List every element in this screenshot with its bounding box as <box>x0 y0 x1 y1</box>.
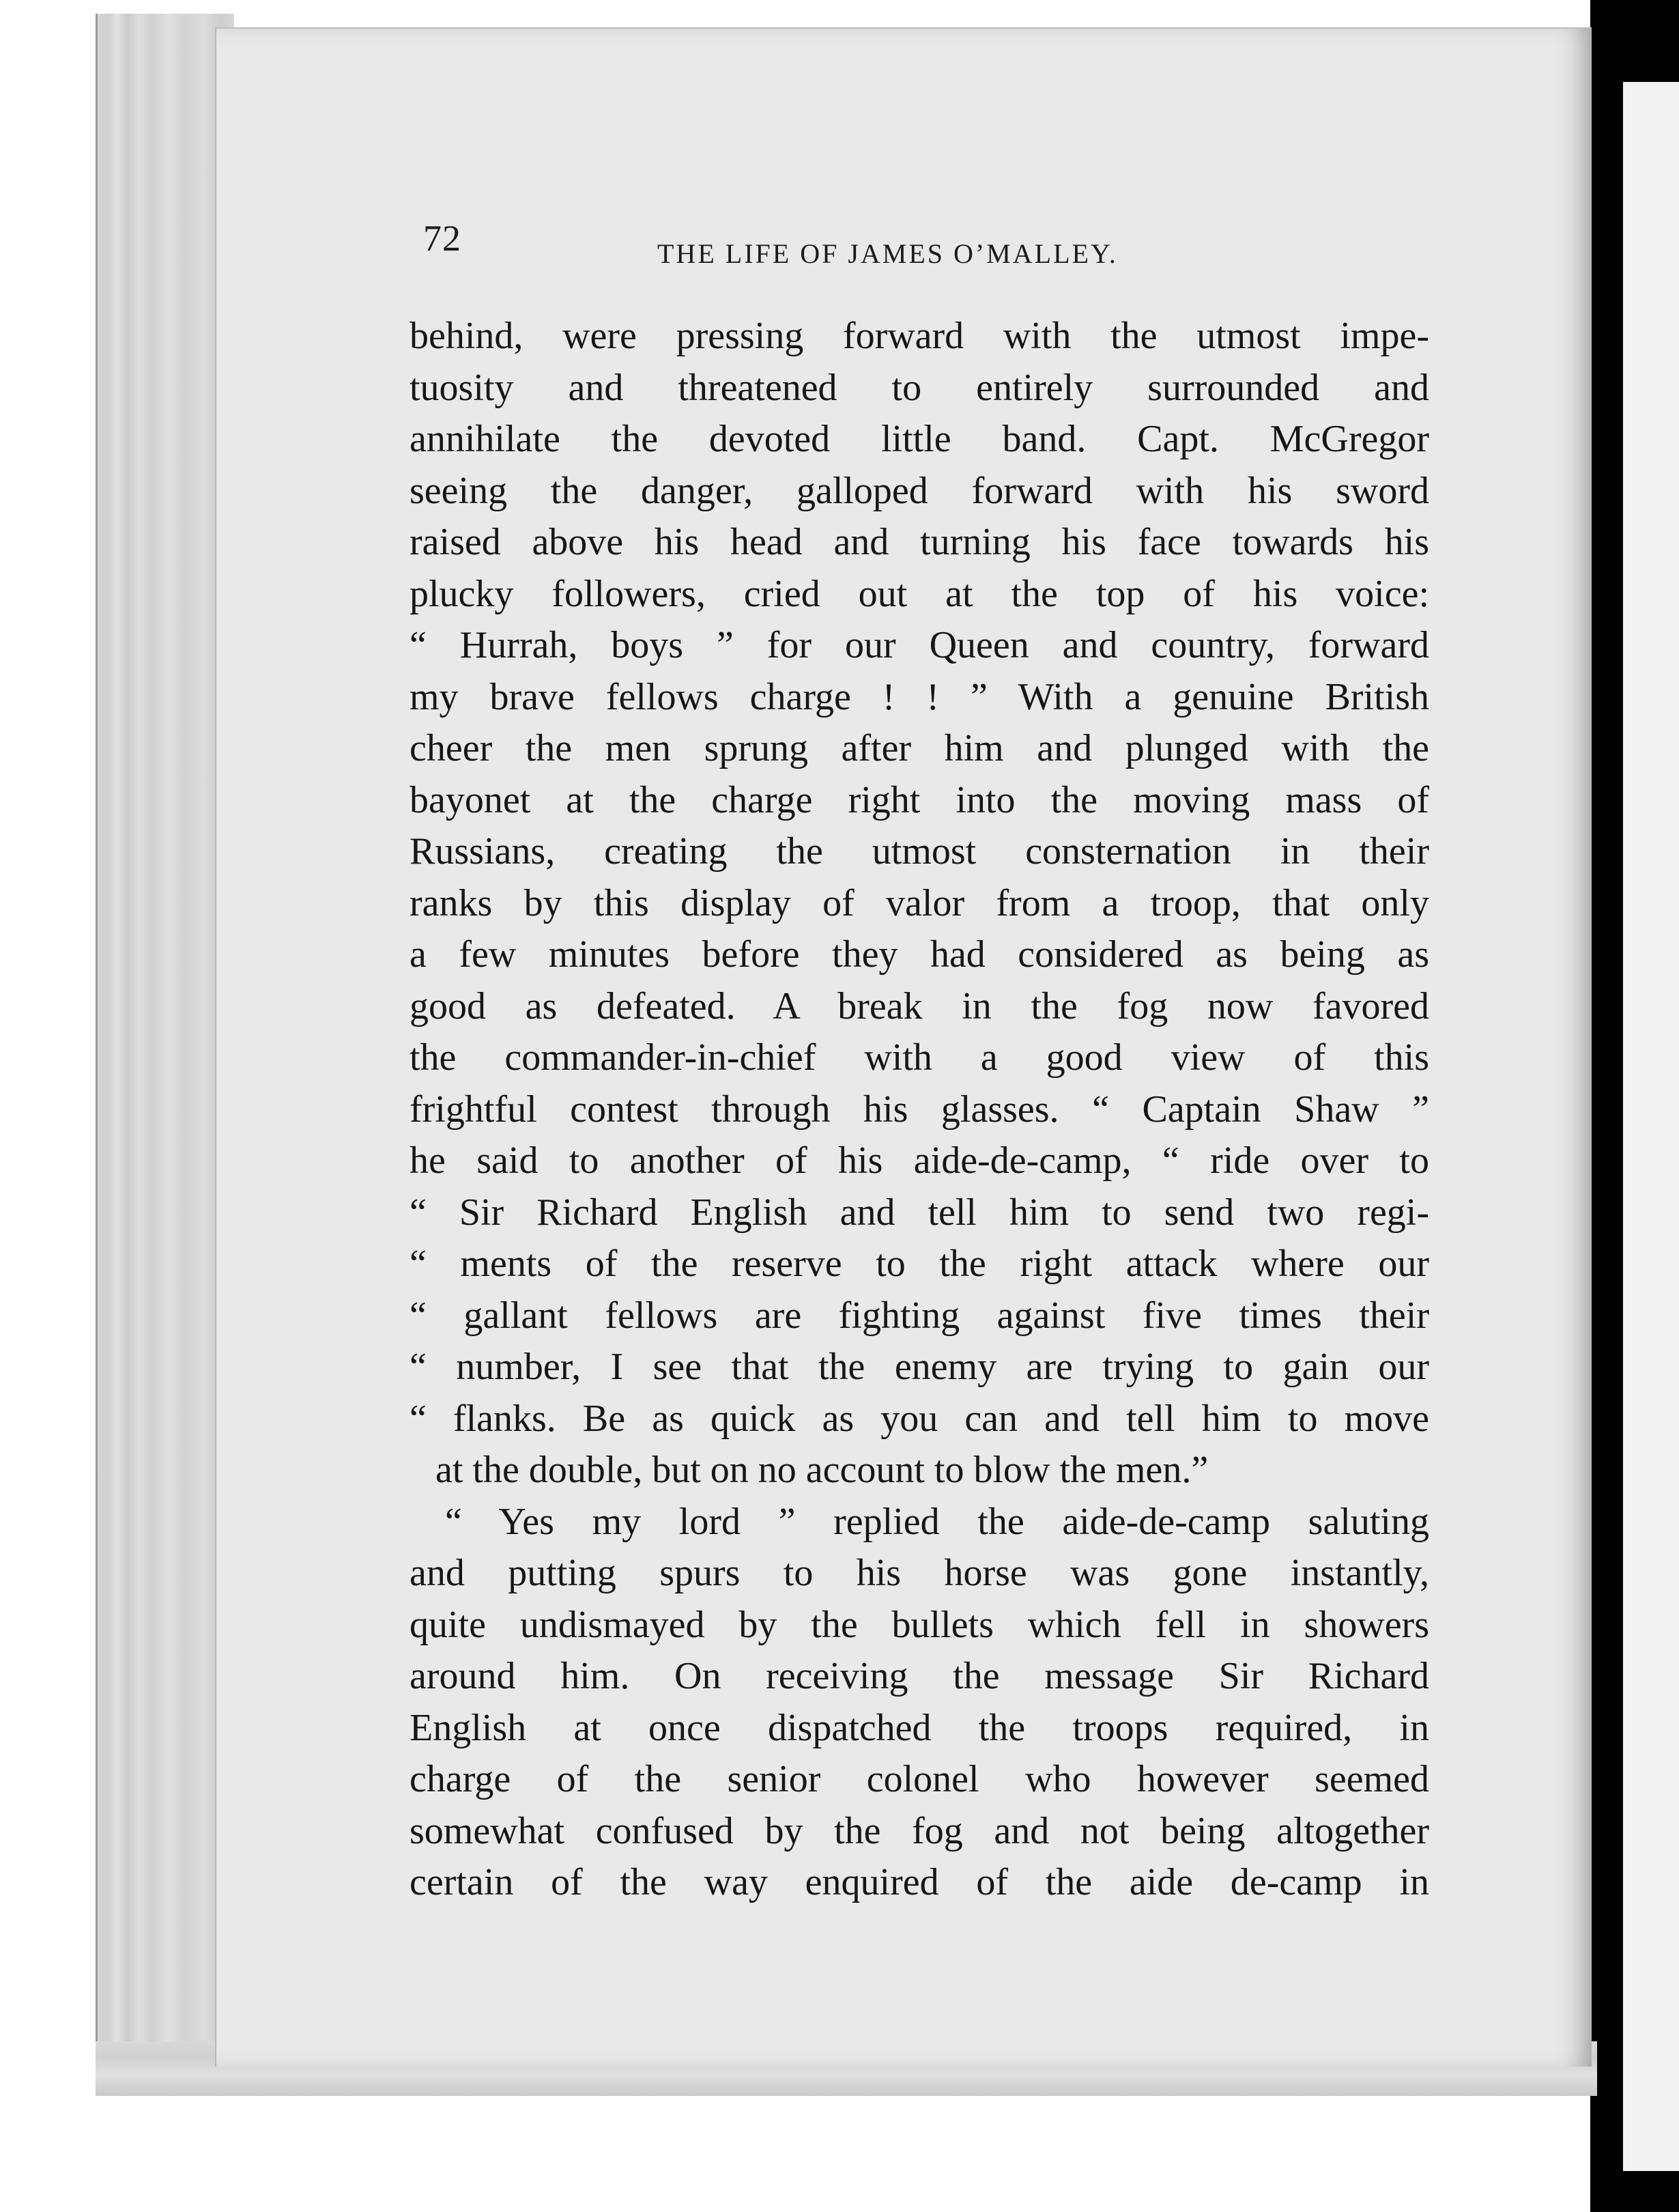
text-line: good as defeated. A break in the fog now favored <box>410 984 1429 1027</box>
facing-page-edge <box>1623 82 1679 2171</box>
text-line: a few minutes before they had considered as being as <box>410 933 1429 976</box>
text-line: around him. On receiving the message Sir Richard <box>410 1655 1429 1697</box>
text-line: quite undismayed by the bullets which fell in showers <box>410 1603 1429 1646</box>
text-line: charge of the senior colonel who however seemed <box>410 1758 1429 1800</box>
text-line: “ flanks. Be as quick as you can and tell him to move <box>410 1397 1429 1440</box>
text-line: behind, were pressing forward with the utmost impe- <box>410 315 1429 357</box>
text-line: somewhat confused by the fog and not being altogether <box>410 1809 1429 1852</box>
text-line: “ number, I see that the enemy are trying to gain our <box>410 1346 1429 1388</box>
page-body-text <box>410 311 1429 1909</box>
page-stack-edges <box>96 14 234 2075</box>
text-line: “ ments of the reserve to the right attack where our <box>410 1243 1429 1285</box>
text-line: raised above his head and turning his face towards his <box>410 521 1429 563</box>
text-line: he said to another of his aide-de-camp, “ ride over to <box>410 1139 1429 1182</box>
text-line: at the double, but on no account to blow the men.” <box>435 1449 1209 1491</box>
text-line: seeing the danger, galloped forward with his sword <box>410 469 1429 512</box>
running-title: THE LIFE OF JAMES O’MALLEY. <box>657 238 1118 269</box>
text-line: annihilate the devoted little band. Capt. McGregor <box>410 418 1429 460</box>
text-line: frightful contest through his glasses. “ Captain Shaw ” <box>410 1088 1429 1131</box>
text-line: English at once dispatched the troops required, in <box>410 1706 1429 1749</box>
text-line: the commander-in-chief with a good view of this <box>410 1036 1429 1079</box>
text-line: “ Hurrah, boys ” for our Queen and country, forward <box>410 624 1429 666</box>
text-line: cheer the men sprung after him and plunged with the <box>410 727 1429 769</box>
text-line: certain of the way enquired of the aide de-camp in <box>410 1861 1429 1903</box>
text-line: and putting spurs to his horse was gone instantly, <box>410 1552 1429 1594</box>
text-line: “ gallant fellows are fighting against five times their <box>410 1294 1429 1337</box>
text-line: “ Sir Richard English and tell him to send two regi- <box>410 1191 1429 1234</box>
text-line: “ Yes my lord ” replied the aide-de-camp saluting <box>445 1500 1429 1543</box>
text-line: ranks by this display of valor from a troop, that only <box>410 881 1429 924</box>
text-line: tuosity and threatened to entirely surrounded and <box>410 366 1429 409</box>
text-line: my brave fellows charge ! ! ” With a genuine British <box>410 675 1429 718</box>
page-number: 72 <box>423 218 461 259</box>
text-line: Russians, creating the utmost consternation in their <box>410 830 1429 873</box>
text-line: bayonet at the charge right into the moving mass of <box>410 778 1429 821</box>
text-line: plucky followers, cried out at the top of his voice: <box>410 572 1429 615</box>
